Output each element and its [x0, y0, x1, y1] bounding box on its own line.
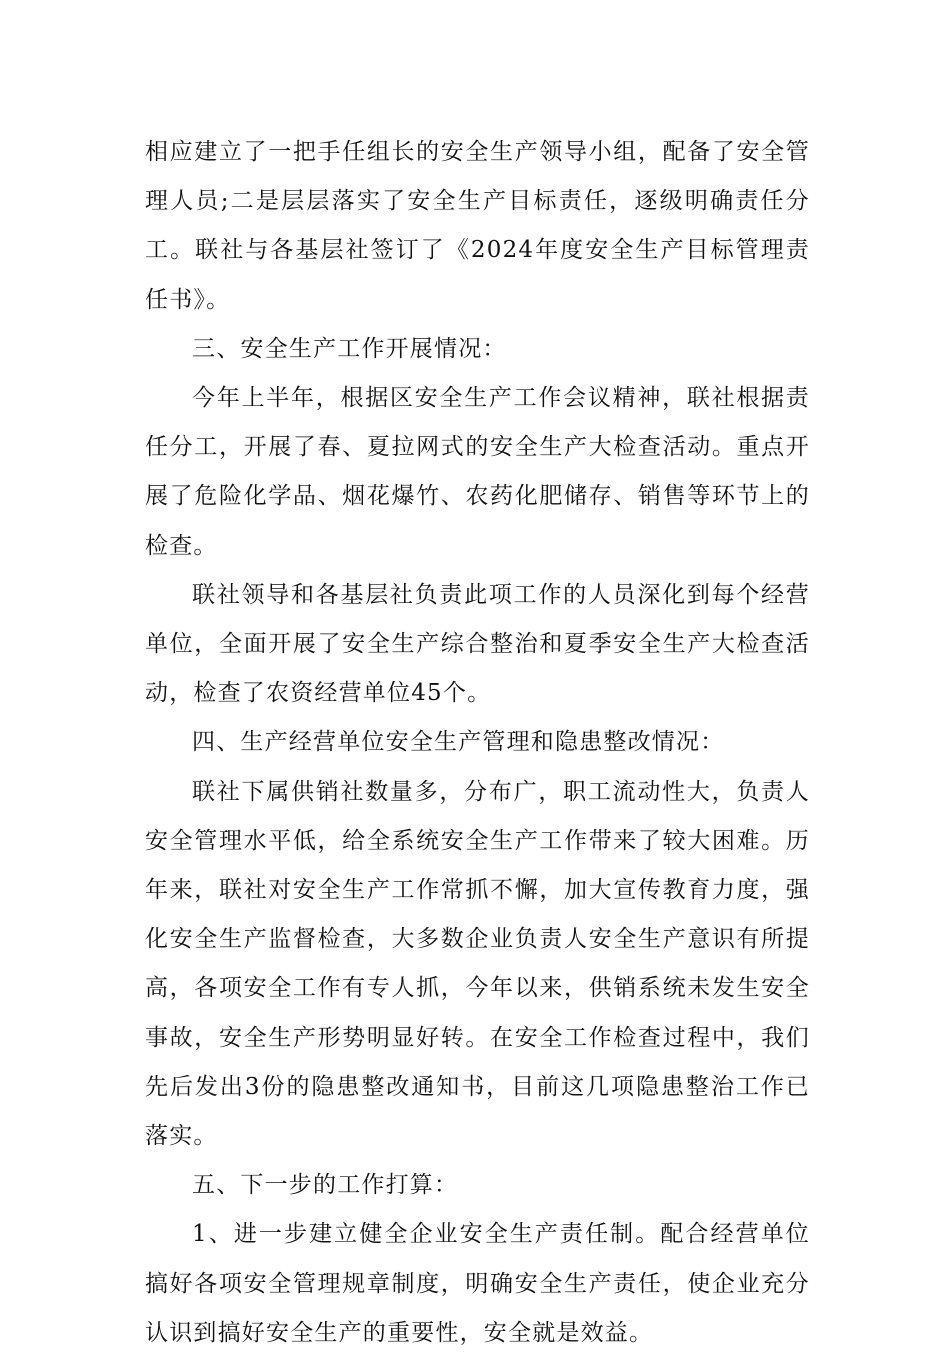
document-body — [145, 128, 810, 1358]
paragraph-inspection: 联社领导和各基层社负责此项工作的人员深化到每个经营单位，全面开展了安全生产综合整治和夏季安全生产大检查活动，检查了农资经营单位45个。 — [145, 581, 810, 707]
paragraph-continuation: 相应建立了一把手任组长的安全生产领导小组，配备了安全管理人员;二是层层落实了安全生产目标责任，逐级明确责任分工。联社与各基层社签订了《2024年度安全生产目标管理责任书》。 — [145, 139, 810, 313]
paragraph-first-half-year: 今年上半年，根据区安全生产工作会议精神，联社根据责任分工，开展了春、夏拉网式的安全生产大检查活动。重点开展了危险化学品、烟花爆竹、农药化肥储存、销售等环节上的检查。 — [145, 385, 810, 559]
paragraph-hazard-rectification: 联社下属供销社数量多，分布广，职工流动性大，负责人安全管理水平低，给全系统安全生产工作带来了较大困难。历年来，联社对安全生产工作常抓不懈，加大宣传教育力度，强化安全生产监督检查，大多数企业负责人安全生产意识有所提高，各项安全工作有专人抓，今年以来，供销系统未发生安全事故，安全生产形势明显好转。在安全工作检查过程中，我们先后发出3份的隐患整改通知书，目前这几项隐患整治工作已落实。 — [145, 778, 810, 1150]
section-heading-five: 五、下一步的工作打算： — [192, 1172, 459, 1199]
section-heading-four: 四、生产经营单位安全生产管理和隐患整改情况： — [192, 729, 725, 756]
paragraph-plan-item-1: 1、进一步建立健全企业安全生产责任制。配合经营单位搞好各项安全管理规章制度，明确安全生产责任，使企业充分认识到搞好安全生产的重要性，安全就是效益。 — [145, 1221, 810, 1346]
section-heading-three: 三、安全生产工作开展情况： — [192, 335, 507, 362]
